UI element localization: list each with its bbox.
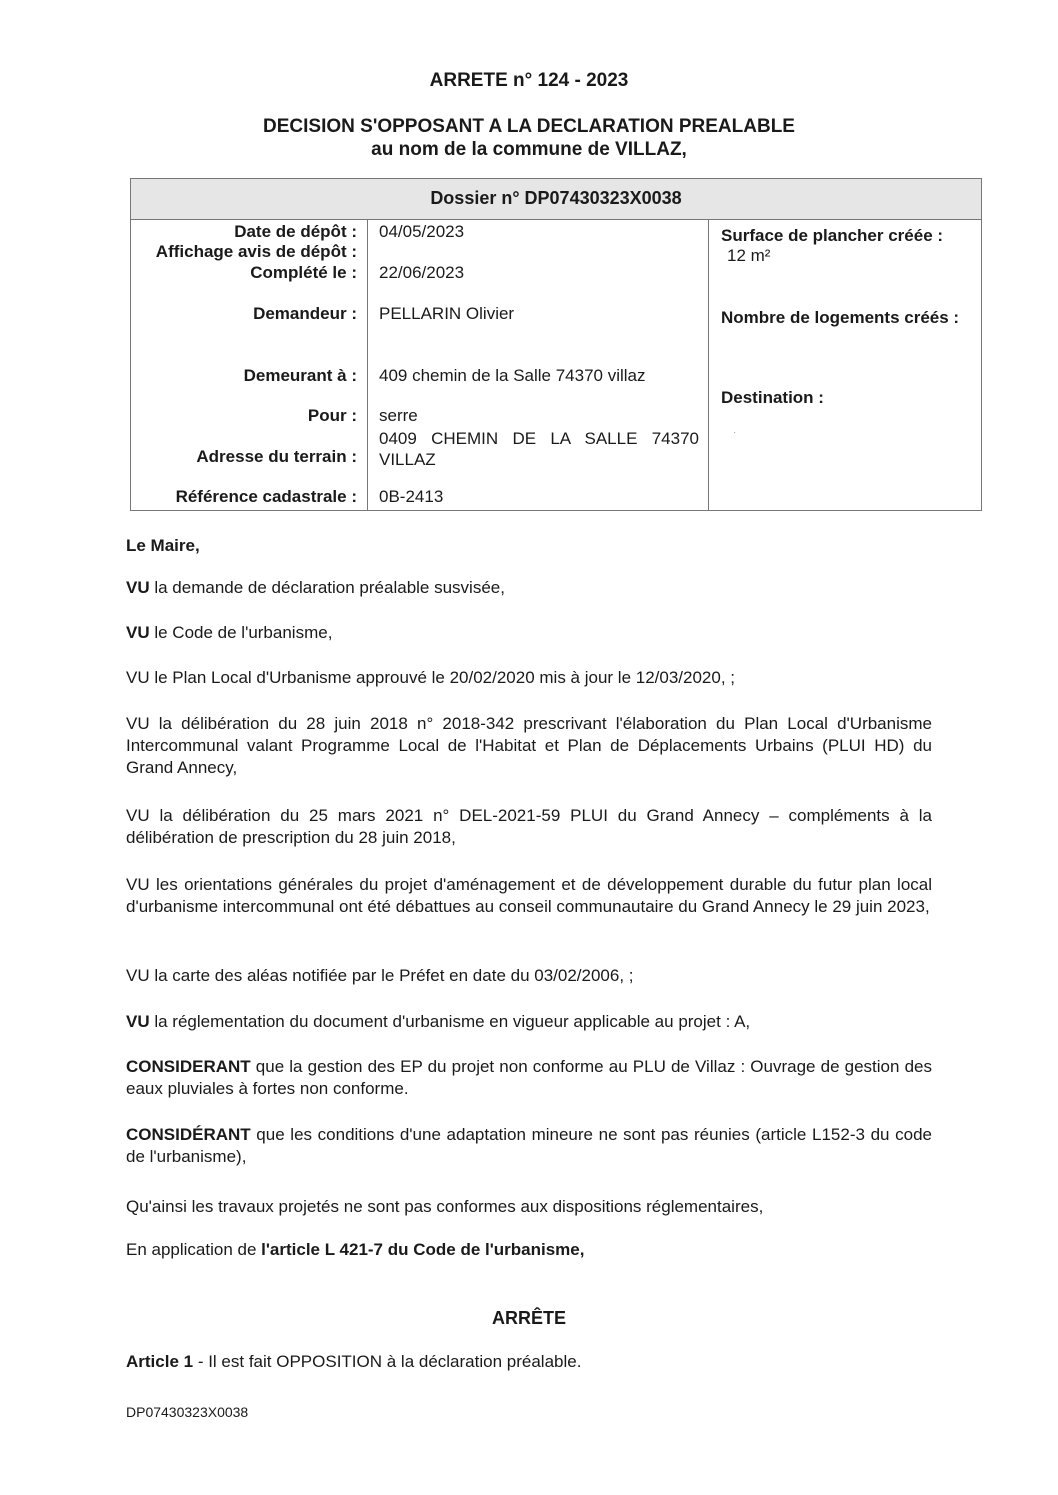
label-date-depot: Date de dépôt : bbox=[234, 222, 357, 241]
application-article: l'article L 421-7 du Code de l'urbanisme, bbox=[261, 1240, 585, 1259]
value-adresse-terrain: 0409 CHEMIN DE LA SALLE 74370 VILLAZ bbox=[379, 429, 699, 469]
label-surface: Surface de plancher créée : bbox=[721, 226, 944, 245]
label-demandeur: Demandeur : bbox=[253, 304, 357, 323]
value-pour: serre bbox=[379, 406, 418, 425]
arrete-heading: ARRÊTE bbox=[491, 1308, 566, 1328]
vu-carte-aleas: VU la carte des aléas notifiée par le Préfet en date du 03/02/2006, ; bbox=[126, 966, 634, 985]
considerant-text: que la gestion des EP du projet non conforme au PLU de Villaz : Ouvrage de gestion des eaux pluviales à fortes non conforme. bbox=[126, 1057, 932, 1098]
maire-heading: Le Maire, bbox=[126, 536, 200, 555]
footer-reference: DP07430323X0038 bbox=[126, 1404, 249, 1420]
label-reference-cadastrale: Référence cadastrale : bbox=[175, 487, 357, 506]
value-complete: 22/06/2023 bbox=[379, 263, 465, 282]
dossier-heading: Dossier n° DP07430323X0038 bbox=[131, 179, 981, 220]
vu-plu: VU le Plan Local d'Urbanisme approuvé le 20/02/2020 mis à jour le 12/03/2020, ; bbox=[126, 668, 736, 687]
column-divider bbox=[367, 219, 368, 510]
application-paragraph bbox=[126, 1239, 932, 1261]
label-destination: Destination : bbox=[721, 388, 824, 407]
application-lead: En application de bbox=[126, 1240, 262, 1259]
vu-orientations: VU les orientations générales du projet d'aménagement et de développement durable du futur plan local d'urbanisme intercommunal ont été débattues au conseil communautaire du Grand Annecy le 29 juin 2023, bbox=[126, 875, 932, 916]
quainsi-paragraph: Qu'ainsi les travaux projetés ne sont pas conformes aux dispositions réglementaires, bbox=[126, 1197, 764, 1216]
value-reference-cadastrale: 0B-2413 bbox=[379, 487, 444, 506]
article-lead: Article 1 bbox=[126, 1352, 194, 1371]
value-demeurant: 409 chemin de la Salle 74370 villaz bbox=[379, 366, 646, 385]
vu-text: la demande de déclaration préalable susvisée, bbox=[149, 578, 505, 597]
label-adresse-terrain: Adresse du terrain : bbox=[196, 447, 357, 466]
vu-text: la réglementation du document d'urbanisme en vigueur applicable au projet : A, bbox=[149, 1012, 751, 1031]
considerant-lead: CONSIDÉRANT bbox=[126, 1125, 251, 1144]
vu-deliberation-2021: VU la délibération du 25 mars 2021 n° DEL-2021-59 PLUI du Grand Annecy – compléments à la délibération de prescription du 28 juin 2018, bbox=[126, 806, 932, 847]
article-text: - Il est fait OPPOSITION à la déclaration préalable. bbox=[193, 1352, 582, 1371]
value-surface: 12 m² bbox=[727, 246, 771, 265]
label-complete: Complété le : bbox=[250, 263, 357, 282]
vu-text: le Code de l'urbanisme, bbox=[149, 623, 333, 642]
commune-subtitle: au nom de la commune de VILLAZ, bbox=[371, 139, 687, 160]
considerant-text: que les conditions d'une adaptation mineure ne sont pas réunies (article L152-3 du code de l'urbanisme), bbox=[126, 1125, 932, 1166]
value-date-depot: 04/05/2023 bbox=[379, 222, 465, 241]
vu-demande bbox=[126, 577, 932, 599]
vu-code bbox=[126, 622, 932, 644]
vu-deliberation-2018: VU la délibération du 28 juin 2018 n° 2018-342 prescrivant l'élaboration du Plan Local d'Urbanisme Intercommunal valant Programme Local de l'Habitat et Plan de Déplacements Urbains (PLUI HD) du Grand Annecy, bbox=[126, 714, 932, 777]
destination-mark: · bbox=[733, 427, 737, 438]
considerant-ep bbox=[126, 1056, 932, 1100]
decision-subtitle: DECISION S'OPPOSANT A LA DECLARATION PREALABLE bbox=[263, 116, 795, 137]
dossier-box bbox=[130, 178, 982, 511]
considerant-adaptation bbox=[126, 1124, 932, 1168]
vu-reglementation bbox=[126, 1011, 932, 1033]
label-demeurant: Demeurant à : bbox=[243, 366, 357, 385]
article-1 bbox=[126, 1351, 932, 1373]
label-pour: Pour : bbox=[307, 406, 357, 425]
considerant-lead: CONSIDERANT bbox=[126, 1057, 251, 1076]
vu-lead: VU bbox=[126, 1012, 150, 1031]
column-divider bbox=[708, 219, 709, 510]
decree-title: ARRETE n° 124 - 2023 bbox=[429, 70, 629, 91]
vu-lead: VU bbox=[126, 578, 150, 597]
vu-lead: VU bbox=[126, 623, 150, 642]
value-demandeur: PELLARIN Olivier bbox=[379, 304, 515, 323]
label-affichage: Affichage avis de dépôt : bbox=[155, 242, 357, 261]
label-logements: Nombre de logements créés : bbox=[721, 308, 960, 327]
